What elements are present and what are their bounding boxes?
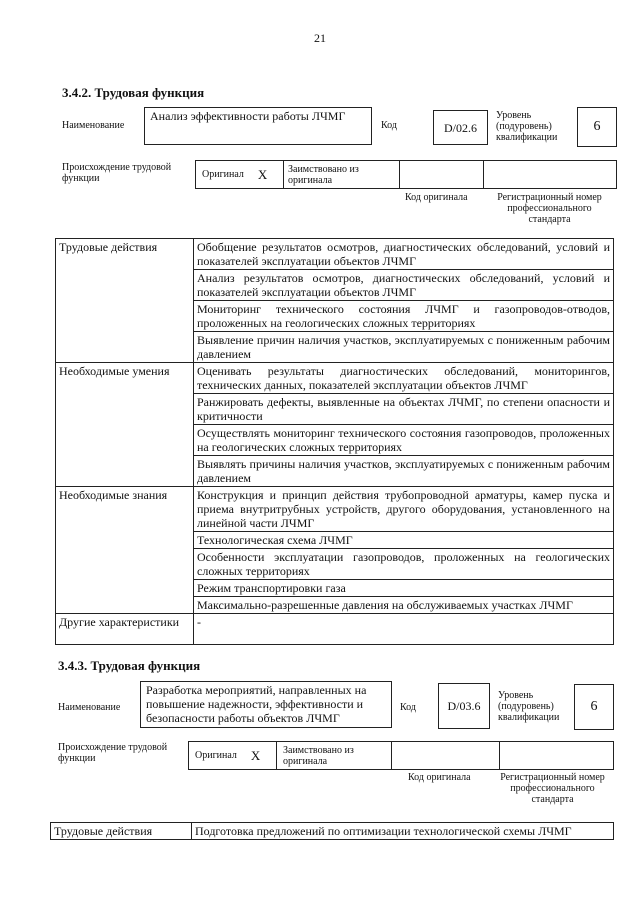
page-number: 21 xyxy=(314,31,326,45)
divider xyxy=(499,742,500,769)
function-name-box: Разработка мероприятий, направленных на повышение надежности, эффективности и безопасности работы объектов ЛЧМГ xyxy=(140,681,392,728)
code-box: D/03.6 xyxy=(438,683,490,729)
row-label: Трудовые действия xyxy=(51,823,192,840)
table-cell: Подготовка предложений по оптимизации технологической схемы ЛЧМГ xyxy=(192,823,614,840)
table-cell: Режим транспортировки газа xyxy=(194,580,614,597)
code-box: D/02.6 xyxy=(433,110,488,145)
original-mark: X xyxy=(257,167,268,182)
reg-num-label: Регистрационный номер профессионального стандарта xyxy=(497,192,602,225)
table-cell: Технологическая схема ЛЧМГ xyxy=(194,532,614,549)
table-cell: Особенности эксплуатации газопроводов, проложенных на геологических сложных территориях xyxy=(194,549,614,580)
code-label: Код xyxy=(400,702,416,713)
reg-num-label: Регистрационный номер профессионального стандарта xyxy=(500,772,605,805)
original-cell xyxy=(196,161,284,188)
section-heading-343: 3.4.3. Трудовая функция xyxy=(58,658,201,673)
divider xyxy=(391,742,392,769)
orig-code-label: Код оригинала xyxy=(408,772,471,783)
origin-label: Происхождение трудовой функции xyxy=(58,742,168,764)
table-cell: Обобщение результатов осмотров, диагностических обследований, условий и показателей эксплуатации объектов ЛЧМГ xyxy=(194,239,614,270)
divider xyxy=(483,161,484,188)
function-table-342 xyxy=(55,238,614,645)
table-cell: Оценивать результаты диагностических обследований, мониторингов, технических данных, показателей эксплуатации объектов ЛЧМГ xyxy=(194,363,614,394)
name-label: Наименование xyxy=(62,120,125,131)
row-label: Необходимые умения xyxy=(56,363,194,487)
table-cell: Ранжировать дефекты, выявленные на объектах ЛЧМГ, по степени опасности и критичности xyxy=(194,394,614,425)
origin-label: Происхождение трудовой функции xyxy=(62,162,172,184)
table-cell: Осуществлять мониторинг технического состояния газопроводов, проложенных на геологических сложных территориях xyxy=(194,425,614,456)
level-box: 6 xyxy=(577,107,617,147)
code-label: Код xyxy=(381,120,397,131)
origin-row xyxy=(188,741,614,770)
table-cell: Максимально-разрешенные давления на обслуживаемых участках ЛЧМГ xyxy=(194,597,614,614)
divider xyxy=(399,161,400,188)
level-box: 6 xyxy=(574,684,614,730)
row-label: Необходимые знания xyxy=(56,487,194,614)
table-cell: Выявление причин наличия участков, эксплуатируемых с пониженным рабочим давлением xyxy=(194,332,614,363)
original-cell xyxy=(189,742,277,769)
row-label: Другие характеристики xyxy=(56,614,194,645)
name-label: Наименование xyxy=(58,702,121,713)
origin-row xyxy=(195,160,617,189)
orig-code-label: Код оригинала xyxy=(405,192,468,203)
borrowed-label: Заимствовано из оригинала xyxy=(283,745,354,767)
level-label: Уровень (подуровень) квалификации xyxy=(496,110,558,143)
original-label: Оригинал xyxy=(202,169,244,180)
function-name-box: Анализ эффективности работы ЛЧМГ xyxy=(144,107,372,145)
function-table-343 xyxy=(50,822,614,840)
table-cell: Анализ результатов осмотров, диагностических обследований, условий и показателей эксплуатации объектов ЛЧМГ xyxy=(194,270,614,301)
borrowed-label: Заимствовано из оригинала xyxy=(288,164,359,186)
original-mark: X xyxy=(250,748,261,763)
original-label: Оригинал xyxy=(195,750,237,761)
level-label: Уровень (подуровень) квалификации xyxy=(498,690,560,723)
section-heading-342: 3.4.2. Трудовая функция xyxy=(62,85,205,100)
table-cell: Мониторинг технического состояния ЛЧМГ и газопроводов-отводов, проложенных на геологических сложных территориях xyxy=(194,301,614,332)
table-cell: - xyxy=(194,614,614,645)
row-label: Трудовые действия xyxy=(56,239,194,363)
table-cell: Конструкция и принцип действия трубопроводной арматуры, камер пуска и приема внутритрубных устройств, другого оборудования, установленного на линейной части ЛЧМГ xyxy=(194,487,614,532)
table-cell: Выявлять причины наличия участков, эксплуатируемых с пониженным рабочим давлением xyxy=(194,456,614,487)
